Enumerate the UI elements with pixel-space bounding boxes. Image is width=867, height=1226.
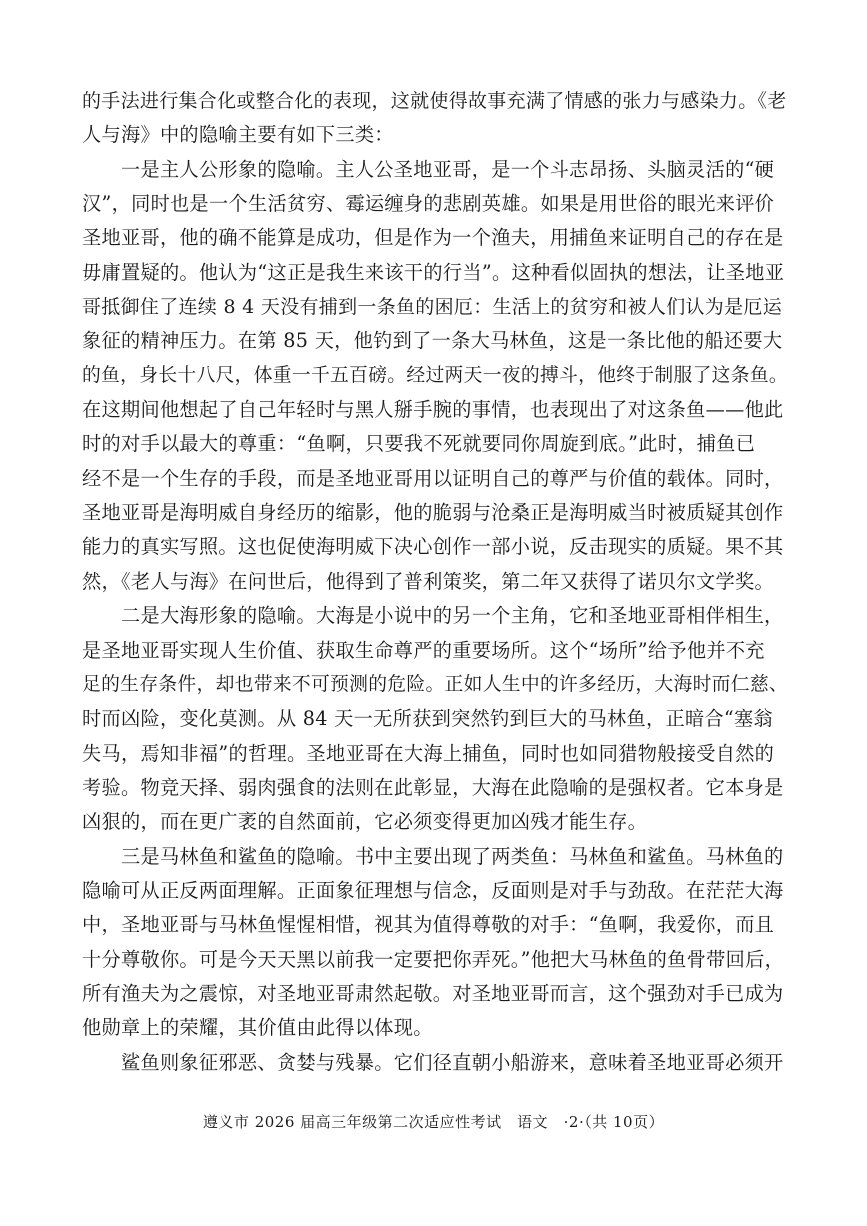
text-line: 哥抵御住了连续 8 4 天没有捕到一条鱼的困厄：生活上的贫穷和被人们认为是厄运 [82, 296, 782, 319]
page-footer: 遵义市 2026 届高三年级第二次适应性考试 语文 ·2·（共 10页） [202, 1113, 665, 1131]
text-line: 的鱼，身长十八尺，体重一千五百磅。经过两天一夜的搏斗，他终于制服了这条鱼。 [82, 364, 788, 386]
text-line: 考验。物竞天择、弱肉强食的法则在此彰显，大海在此隐喻的是强权者。它本身是 [82, 775, 784, 799]
text-line: 人与海》中的隐喻主要有如下三类： [82, 123, 394, 147]
text-line: 毋庸置疑的。他认为“这正是我生来该干的行当”。这种看似固执的想法，让圣地亚 [82, 260, 785, 284]
text-line: 时的对手以最大的尊重：“鱼啊，只要我不死就要同你周旋到底。”此时，捕鱼已 [82, 432, 756, 456]
text-line: 时而凶险，变化莫测。从 84 天一无所获到突然钓到巨大的马林鱼，正暗合“塞翁 [82, 707, 774, 731]
text-line: 中，圣地亚哥与马林鱼惺惺相惜，视其为值得尊敬的对手：“鱼啊，我爱你，而且 [82, 913, 775, 937]
text-line: 圣地亚哥是海明威自身经历的缩影，他的脆弱与沧桑正是海明威当时被质疑其创作 [82, 501, 784, 525]
text-line: 汉”，同时也是一个生活贫穷、霉运缠身的悲剧英雄。如果是用世俗的眼光来评价 [82, 192, 775, 216]
text-line: 所有渔夫为之震惊，对圣地亚哥肃然起敬。对圣地亚哥而言，这个强劲对手已成为 [82, 981, 784, 1005]
text-line: 然，《老人与海》在问世后，他得到了普利策奖，第二年又获得了诺贝尔文学奖。 [82, 569, 774, 593]
paragraph-start-line: 鲨鱼则象征邪恶、贪婪与残暴。它们径直朝小船游来，意味着圣地亚哥必须开 [82, 1050, 784, 1074]
text-line: 能力的真实写照。这也促使海明威下决心创作一部小说，反击现实的质疑。果不其 [82, 535, 784, 559]
text-line: 隐喻可从正反两面理解。正面象征理想与信念，反面则是对手与劲敌。在茫茫大海 [82, 878, 784, 902]
text-line: 经不是一个生存的手段，而是圣地亚哥用以证明自己的尊严与价值的载体。同时， [82, 466, 784, 490]
paragraph-start-line: 三是马林鱼和鲨鱼的隐喻。书中主要出现了两类鱼：马林鱼和鲨鱼。马林鱼的 [82, 844, 784, 868]
text-line: 十分尊敬你。可是今天天黑以前我一定要把你弄死。”他把大马林鱼的鱼骨带回后， [82, 947, 785, 971]
text-line: 的手法进行集合化或整合化的表现，这就使得故事充满了情感的张力与感染力。《老 [82, 90, 787, 112]
text-line: 圣地亚哥，他的确不能算是成功，但是作为一个渔夫，用捕鱼来证明自己的存在是 [82, 226, 784, 250]
text-line: 他勋章上的荣耀，其价值由此得以体现。 [82, 1016, 433, 1040]
text-line: 在这期间他想起了自己年轻时与黑人掰手腕的事情，也表现出了对这条鱼——他此 [82, 398, 784, 422]
text-line: 凶狠的，而在更广袤的自然面前，它必须变得更加凶残才能生存。 [82, 810, 648, 834]
paragraph-start-line: 一是主人公形象的隐喻。主人公圣地亚哥，是一个斗志昂扬、头脑灵活的“硬 [82, 157, 775, 181]
text-line: 足的生存条件，却也带来不可预测的危险。正如人生中的许多经历，大海时而仁慈、 [82, 673, 788, 695]
paragraph-start-line: 二是大海形象的隐喻。大海是小说中的另一个主角，它和圣地亚哥相伴相生， [82, 604, 784, 628]
text-line: 失马，焉知非福”的哲理。圣地亚哥在大海上捕鱼，同时也如同猎物般接受自然的 [82, 741, 775, 765]
text-line: 是圣地亚哥实现人生价值、获取生命尊严的重要场所。这个“场所”给予他并不充 [82, 638, 765, 662]
document-body [82, 84, 788, 1080]
text-line: 象征的精神压力。在第 85 天，他钓到了一条大马林鱼，这是一条比他的船还要大 [82, 329, 783, 353]
